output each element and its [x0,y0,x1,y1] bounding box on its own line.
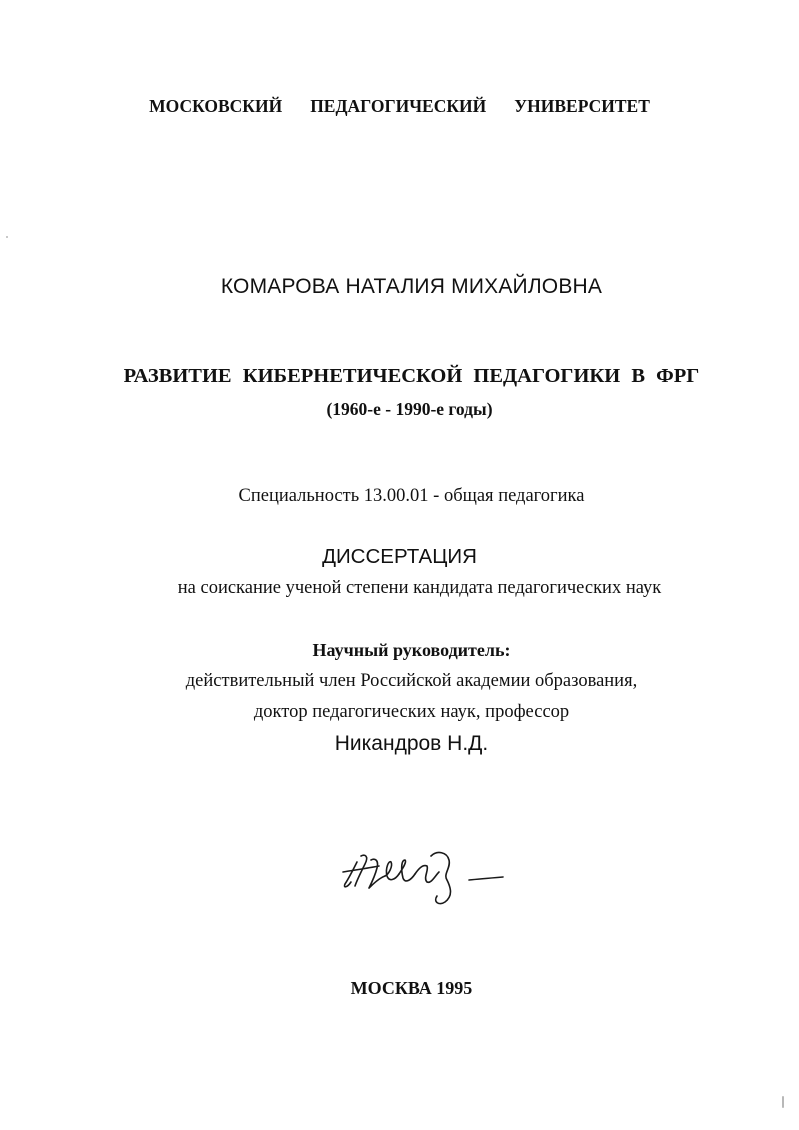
city-year: МОСКВА 1995 [350,978,473,998]
dissertation-title: РАЗВИТИЕ КИБЕРНЕТИЧЕСКОЙ ПЕДАГОГИКИ В ФРГ [123,365,700,387]
degree-purpose: на соискание ученой степени кандидата педагогических наук [177,578,662,598]
scan-speck [6,236,8,238]
university-word-3: УНИВЕРСИТЕТ [514,96,650,116]
advisor-label: Научный руководитель: [312,640,511,660]
advisor-name: Никандров Н.Д. [334,732,489,755]
scan-speck [782,1096,784,1108]
university-name [0,96,799,117]
dissertation-years: (1960-е - 1990-е годы) [326,399,493,419]
advisor-title-line2: доктор педагогических наук, профессор [253,702,570,722]
document-type: ДИССЕРТАЦИЯ [322,545,477,568]
specialty-line: Специальность 13.00.01 - общая педагогика [238,486,585,506]
author-name: КОМАРОВА НАТАЛИЯ МИХАЙЛОВНА [220,275,603,298]
university-word-2: ПЕДАГОГИЧЕСКИЙ [310,96,487,116]
advisor-signature [335,838,535,918]
advisor-title-line1: действительный член Российской академии образования, [185,671,638,691]
university-word-1: МОСКОВСКИЙ [149,96,283,116]
